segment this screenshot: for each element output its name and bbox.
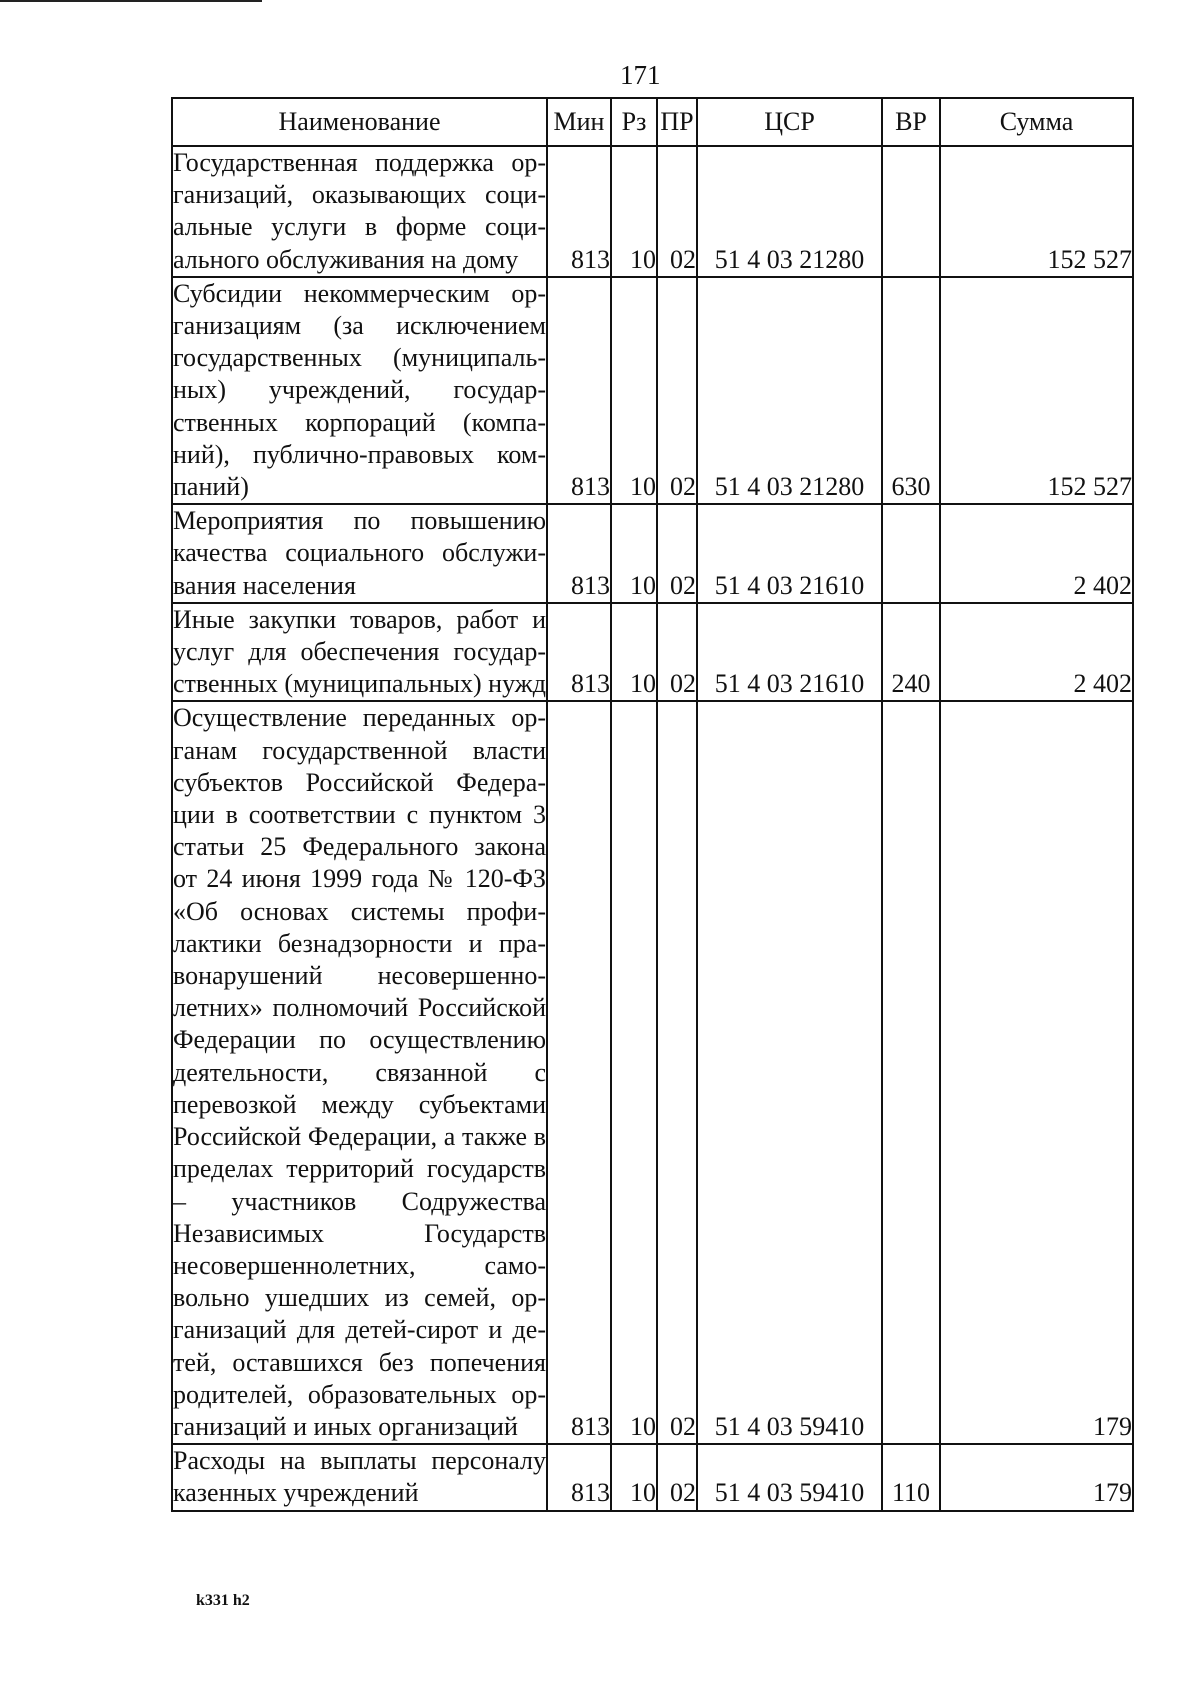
row-pr: 02	[657, 701, 697, 1444]
row-pr: 02	[657, 603, 697, 702]
header-name: Наименование	[172, 98, 547, 146]
table-row	[172, 277, 1133, 504]
row-rz: 10	[611, 603, 657, 702]
row-rz: 10	[611, 146, 657, 277]
table-row	[172, 504, 1133, 603]
row-pr: 02	[657, 1444, 697, 1510]
row-pr: 02	[657, 277, 697, 504]
row-vr: 240	[882, 603, 940, 702]
table-row	[172, 1444, 1133, 1510]
row-rz: 10	[611, 1444, 657, 1510]
row-rz: 10	[611, 277, 657, 504]
row-vr	[882, 701, 940, 1444]
row-name: Мероприятия по повышению качества социального обслуживания населения	[172, 504, 547, 603]
row-vr	[882, 146, 940, 277]
row-csr: 51 4 03 21610	[697, 504, 882, 603]
table-row	[172, 603, 1133, 702]
header-rz: Рз	[611, 98, 657, 146]
row-pr: 02	[657, 146, 697, 277]
row-vr: 110	[882, 1444, 940, 1510]
header-min: Мин	[547, 98, 611, 146]
row-sum: 2 402	[940, 603, 1133, 702]
row-name: Субсидии некоммерческим организациям (за исключением государственных (муниципальных) учреждений, государственных корпораций (компаний), публично-правовых компаний)	[172, 277, 547, 504]
row-sum: 179	[940, 701, 1133, 1444]
header-pr: ПР	[657, 98, 697, 146]
row-sum: 152 527	[940, 277, 1133, 504]
header-csr: ЦСР	[697, 98, 882, 146]
budget-table	[171, 97, 1134, 1512]
row-name: Государственная поддержка организаций, оказывающих социальные услуги в форме социального обслуживания на дому	[172, 146, 547, 277]
row-sum: 179	[940, 1444, 1133, 1510]
page-number: 171	[620, 60, 661, 90]
row-csr: 51 4 03 59410	[697, 701, 882, 1444]
row-vr: 630	[882, 277, 940, 504]
row-csr: 51 4 03 21280	[697, 146, 882, 277]
header-sum: Сумма	[940, 98, 1133, 146]
row-min: 813	[547, 603, 611, 702]
table-row	[172, 701, 1133, 1444]
footer-code: k331 h2	[196, 1592, 250, 1609]
row-pr: 02	[657, 504, 697, 603]
row-min: 813	[547, 701, 611, 1444]
row-csr: 51 4 03 21280	[697, 277, 882, 504]
top-edge-line	[0, 0, 262, 2]
row-name: Иные закупки товаров, работ и услуг для обеспечения государственных (муниципальных) нужд	[172, 603, 547, 702]
row-min: 813	[547, 277, 611, 504]
table-header-row	[172, 98, 1133, 146]
row-sum: 2 402	[940, 504, 1133, 603]
row-rz: 10	[611, 504, 657, 603]
row-min: 813	[547, 504, 611, 603]
row-rz: 10	[611, 701, 657, 1444]
header-vr: ВР	[882, 98, 940, 146]
table-row	[172, 146, 1133, 277]
row-csr: 51 4 03 59410	[697, 1444, 882, 1510]
row-csr: 51 4 03 21610	[697, 603, 882, 702]
row-name: Расходы на выплаты персоналу казенных учреждений	[172, 1444, 547, 1510]
row-min: 813	[547, 146, 611, 277]
row-min: 813	[547, 1444, 611, 1510]
row-name: Осуществление переданных органам государственной власти субъектов Российской Федерации в соответствии с пунктом 3 статьи 25 Федерального закона от 24 июня 1999 года № 120-ФЗ «Об основах системы профилактики безнадзорности и правонарушений несовершеннолетних» полномочий Российской Федерации по осуществлению деятельности, связанной с перевозкой между субъектами Российской Федерации, а также в пределах территорий государств – участников Содружества Независимых Государств несовершеннолетних, самовольно ушедших из семей, организаций для детей-сирот и детей, оставшихся без попечения родителей, образовательных организаций и иных организаций	[172, 701, 547, 1444]
row-sum: 152 527	[940, 146, 1133, 277]
row-vr	[882, 504, 940, 603]
